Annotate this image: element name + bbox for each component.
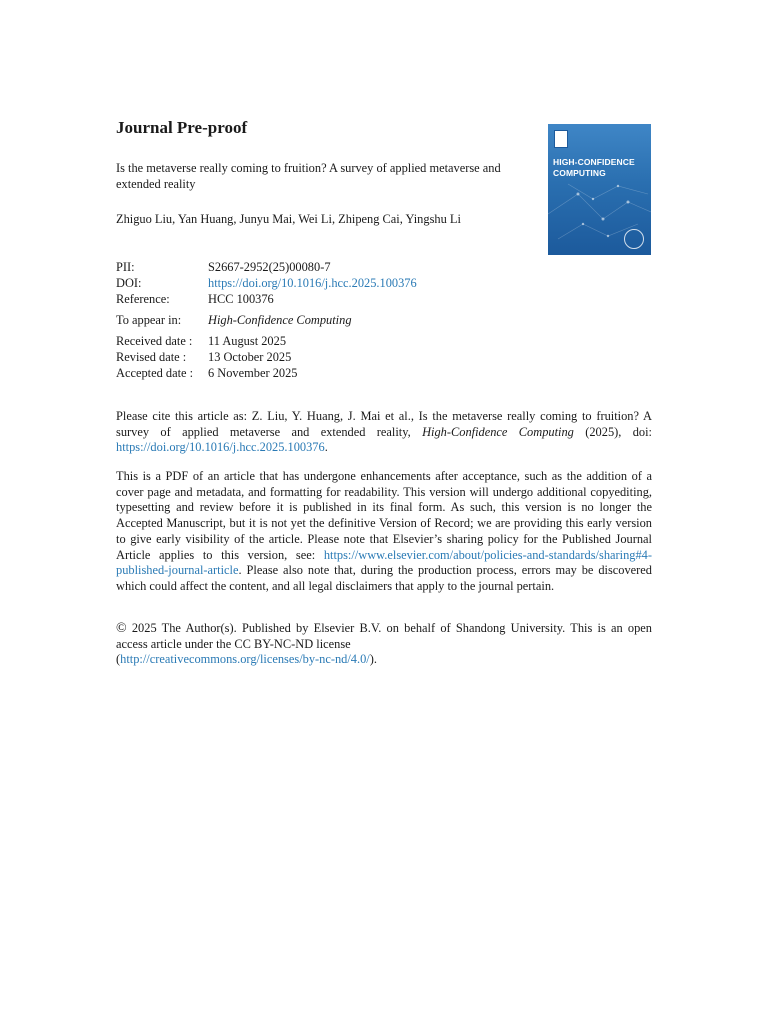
appear-row xyxy=(116,312,417,328)
citation-paragraph xyxy=(116,409,652,456)
citation-suffix: (2025), doi: xyxy=(573,424,652,439)
appear-label: To appear in: xyxy=(116,313,182,327)
journal-name: High-Confidence Computing xyxy=(208,313,352,327)
sharing-policy-link[interactable]: https://www.elsevier.com/about/policies-and-standards/sharing#4-published-journal-article xyxy=(116,547,652,578)
citation-end: . xyxy=(324,440,328,455)
pii-row xyxy=(116,259,417,275)
revised-date: 13 October 2025 xyxy=(208,350,292,364)
page-title: Journal Pre-proof xyxy=(116,118,248,137)
citation-doi-link[interactable]: https://doi.org/10.1016/j.hcc.2025.100376 xyxy=(116,440,325,455)
doi-label: DOI: xyxy=(116,276,142,290)
license-open-paren: ( xyxy=(116,652,121,667)
university-seal-icon xyxy=(624,229,644,249)
copyright-text: 2025 The Author(s). Published by Elsevier B.V. on behalf of Shandong University. This is an open access article under the CC BY-NC-ND license xyxy=(116,621,652,651)
reference-value: HCC 100376 xyxy=(208,292,274,306)
revised-label: Revised date : xyxy=(116,350,187,364)
reference-row xyxy=(116,291,417,307)
cover-title-line2: COMPUTING xyxy=(553,167,606,178)
copyright-symbol: © xyxy=(116,621,127,636)
citation-text: Please cite this article as: Z. Liu, Y. Huang, J. Mai et al., Is the metaverse really coming to fruition? A survey of applied metaverse and extended reality, xyxy=(116,409,652,439)
accepted-date: 6 November 2025 xyxy=(208,366,298,380)
journal-cover-image xyxy=(548,124,651,255)
copyright-paragraph xyxy=(116,621,652,668)
citation-journal: High-Confidence Computing xyxy=(422,424,574,439)
pii-value: S2667-2952(25)00080-7 xyxy=(208,260,331,274)
pii-label: PII: xyxy=(116,260,135,274)
accepted-label: Accepted date : xyxy=(116,366,194,380)
received-row xyxy=(116,333,417,349)
received-label: Received date : xyxy=(116,334,193,348)
license-link[interactable]: http://creativecommons.org/licenses/by-nc-nd/4.0/ xyxy=(120,652,370,667)
received-date: 11 August 2025 xyxy=(208,334,287,348)
notice-text-2: . Please also note that, during the production process, errors may be discovered which could affect the content, and all legal disclaimers that apply to the journal pertain. xyxy=(116,563,652,593)
author-list: Zhiguo Liu, Yan Huang, Junyu Mai, Wei Li, Zhipeng Cai, Yingshu Li xyxy=(116,212,461,226)
article-title: Is the metaverse really coming to fruition? A survey of applied metaverse and extended reality xyxy=(116,161,501,191)
cover-title-line1: HIGH-CONFIDENCE xyxy=(553,157,635,167)
accepted-row xyxy=(116,365,417,381)
notice-paragraph xyxy=(116,469,652,595)
reference-label: Reference: xyxy=(116,292,170,306)
metadata-block xyxy=(116,259,417,381)
license-close: ). xyxy=(369,652,377,667)
doi-row xyxy=(116,275,417,291)
doi-link[interactable]: https://doi.org/10.1016/j.hcc.2025.100376 xyxy=(208,276,417,290)
revised-row xyxy=(116,349,417,365)
notice-text: This is a PDF of an article that has undergone enhancements after acceptance, such as the addition of a cover page and metadata, and formatting for readability. This version will undergo additional copyediting, typesetting and review before it is published in its final form. As such, this version is no longer the Accepted Manuscript, but it is not yet the definitive Version of Record; we are providing this early version to give early visibility of the article. Please note that Elsevier’s sharing policy for the Published Journal Article applies to this version, see: xyxy=(116,469,652,562)
